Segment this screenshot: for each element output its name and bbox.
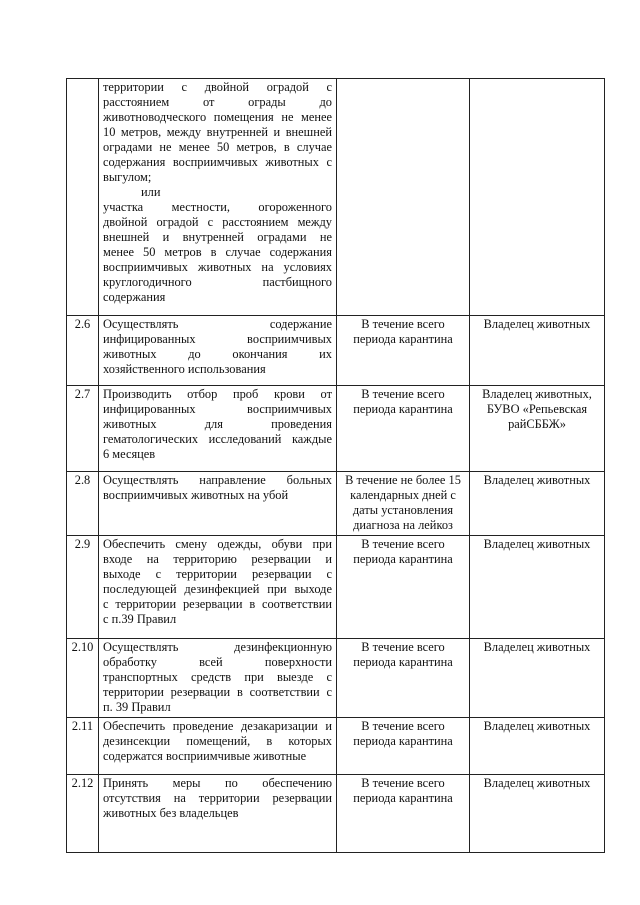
task-line: транспортных средств при выезде с	[103, 670, 332, 684]
responsible-line: райСББЖ»	[508, 417, 566, 431]
responsible-cell	[470, 775, 605, 853]
task-line: восприимчивых животных на убой	[103, 488, 289, 502]
term-line: В течение не более 15	[345, 473, 461, 487]
responsible-line: БУВО «Репьевская	[486, 402, 588, 416]
table-row	[67, 472, 605, 536]
term-line: В течение всего	[361, 776, 445, 790]
task-cell	[99, 536, 337, 639]
task-line: круглогодичного пастбищного	[103, 275, 332, 289]
task-line: хозяйственного использования	[103, 362, 266, 376]
term-line: В течение всего	[361, 719, 445, 733]
task-line: входе на территорию резервации и	[103, 552, 332, 566]
task-line: расстоянием от ограды до	[103, 95, 332, 109]
responsible-line: Владелец животных	[483, 719, 591, 733]
responsible-cell	[470, 386, 605, 472]
term-line: диагноза на лейкоз	[353, 518, 453, 532]
task-line: Обеспечить проведение дезакаризации и	[103, 719, 332, 733]
responsible-cell	[470, 639, 605, 718]
table-row	[67, 639, 605, 718]
responsible-line: Владелец животных	[483, 317, 591, 331]
task-line: Осуществлять содержание	[103, 317, 332, 331]
task-line: животных до окончания их	[103, 347, 332, 361]
table-row	[67, 316, 605, 386]
task-line: дезинсекции помещений, в которых	[103, 734, 332, 748]
term-cell	[337, 316, 470, 386]
row-number: 2.11	[67, 718, 99, 775]
task-cell	[99, 775, 337, 853]
term-cell	[337, 386, 470, 472]
task-line: последующей дезинфекцией при выходе	[103, 582, 332, 596]
task-line: инфицированных восприимчивых	[103, 402, 332, 416]
term-cell	[337, 79, 470, 316]
term-line: даты установления	[352, 503, 454, 517]
row-number: 2.7	[67, 386, 99, 472]
task-line: территории резервации в соответствии с	[103, 685, 332, 699]
responsible-cell	[470, 536, 605, 639]
table-row	[67, 386, 605, 472]
row-number: 2.10	[67, 639, 99, 718]
task-line: внешней и внутренней оградами не	[103, 230, 332, 244]
task-line: п. 39 Правил	[103, 700, 171, 714]
task-line: двойной оградой с расстоянием между	[103, 215, 332, 229]
task-line: территории с двойной оградой с	[103, 80, 332, 94]
task-line: восприимчивых животных на условиях	[103, 260, 332, 274]
term-line: периода карантина	[353, 402, 453, 416]
task-line: с п.39 Правил	[103, 612, 177, 626]
responsible-line: Владелец животных	[483, 776, 591, 790]
task-line: 10 метров, между внутренней и внешней	[103, 125, 332, 139]
term-line: периода карантина	[353, 552, 453, 566]
responsible-line: Владелец животных	[483, 537, 591, 551]
task-cell	[99, 386, 337, 472]
task-line: отсутствия на территории резервации	[103, 791, 332, 805]
task-line: обработку всей поверхности	[103, 655, 332, 669]
responsible-cell	[470, 472, 605, 536]
term-cell	[337, 718, 470, 775]
task-line: гематологических исследований каждые	[103, 432, 332, 446]
row-number	[67, 79, 99, 316]
measures-table	[66, 78, 605, 853]
term-line: В течение всего	[361, 640, 445, 654]
task-line: выходе с территории резервации с	[103, 567, 332, 581]
task-line: Осуществлять направление больных	[103, 473, 332, 487]
task-line: содержания восприимчивых животных с	[103, 155, 332, 169]
task-line: участка местности, огороженного	[103, 200, 332, 214]
term-line: периода карантина	[353, 655, 453, 669]
term-cell	[337, 472, 470, 536]
table-row	[67, 536, 605, 639]
responsible-line: Владелец животных	[483, 473, 591, 487]
measures-table-body	[67, 79, 605, 853]
table-row	[67, 775, 605, 853]
task-line: животноводческого помещения не менее	[103, 110, 332, 124]
term-cell	[337, 536, 470, 639]
task-line: Осуществлять дезинфекционную	[103, 640, 332, 654]
task-line: Принять меры по обеспечению	[103, 776, 332, 790]
term-line: периода карантина	[353, 734, 453, 748]
task-cell	[99, 316, 337, 386]
row-number: 2.9	[67, 536, 99, 639]
task-line: животных без владельцев	[103, 806, 239, 820]
responsible-cell	[470, 718, 605, 775]
table-row	[67, 718, 605, 775]
task-line: менее 50 метров в случае содержания	[103, 245, 332, 259]
term-line: В течение всего	[361, 537, 445, 551]
responsible-cell	[470, 79, 605, 316]
task-line: Производить отбор проб крови от	[103, 387, 332, 401]
term-line: периода карантина	[353, 791, 453, 805]
task-line: с территории резервации в соответствии	[103, 597, 332, 611]
task-cell	[99, 639, 337, 718]
task-line: Обеспечить смену одежды, обуви при	[103, 537, 332, 551]
task-line: оградами не менее 50 метров, в случае	[103, 140, 332, 154]
task-line: инфицированных восприимчивых	[103, 332, 332, 346]
task-line: содержания	[103, 290, 166, 304]
task-cell	[99, 79, 337, 316]
task-line: 6 месяцев	[103, 447, 156, 461]
task-line: животных для проведения	[103, 417, 332, 431]
term-line: В течение всего	[361, 387, 445, 401]
term-cell	[337, 775, 470, 853]
term-line: В течение всего	[361, 317, 445, 331]
responsible-cell	[470, 316, 605, 386]
responsible-line: Владелец животных	[483, 640, 591, 654]
task-line: содержатся восприимчивые животные	[103, 749, 307, 763]
term-line: календарных дней с	[350, 488, 456, 502]
responsible-line: Владелец животных,	[482, 387, 592, 401]
row-number: 2.8	[67, 472, 99, 536]
task-cell	[99, 718, 337, 775]
term-line: периода карантина	[353, 332, 453, 346]
task-line: выгулом;	[103, 170, 152, 184]
task-cell	[99, 472, 337, 536]
table-row	[67, 79, 605, 316]
term-cell	[337, 639, 470, 718]
row-number: 2.12	[67, 775, 99, 853]
task-line: или	[141, 185, 161, 199]
row-number: 2.6	[67, 316, 99, 386]
